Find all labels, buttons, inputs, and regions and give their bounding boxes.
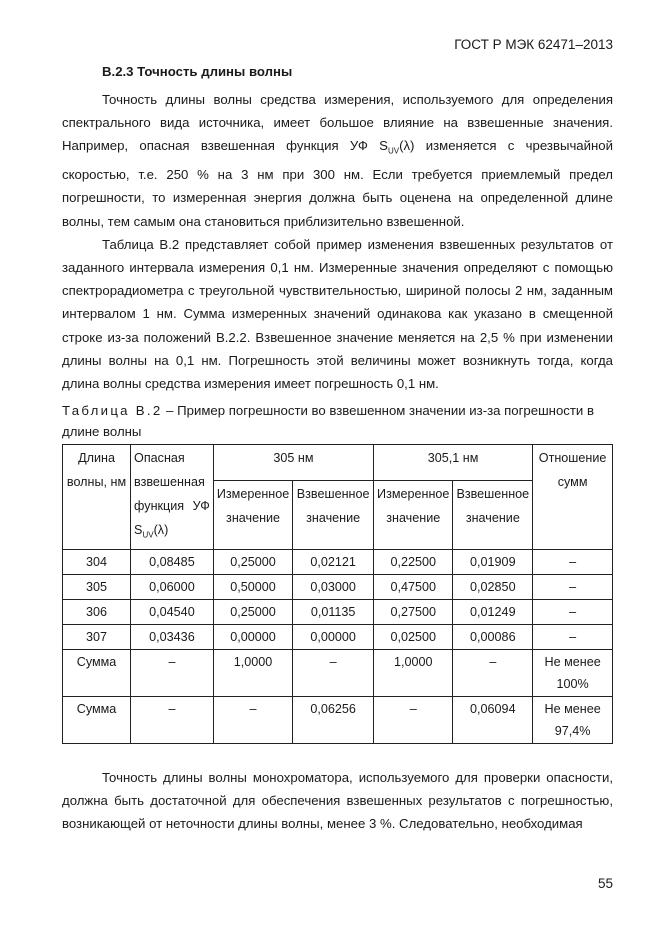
- header-measured-305-1: Измеренное значение: [374, 481, 453, 549]
- table-row: [63, 649, 613, 696]
- table-cell: 0,50000: [213, 574, 292, 599]
- table-cell: 0,00000: [293, 624, 374, 649]
- page-number: 55: [597, 876, 613, 891]
- table-cell: 0,02850: [453, 574, 533, 599]
- table-cell: 304: [63, 549, 131, 574]
- table-cell: Не менее 97,4%: [533, 696, 613, 743]
- table-cell: 307: [63, 624, 131, 649]
- page-content: [62, 62, 613, 835]
- table-cell: –: [213, 696, 292, 743]
- table-cell: 1,0000: [213, 649, 292, 696]
- table-cell: Не менее 100%: [533, 649, 613, 696]
- header-measured-305: Измеренное значение: [213, 481, 292, 549]
- table-cell: 0,03000: [293, 574, 374, 599]
- table-cell: 0,00086: [453, 624, 533, 649]
- data-table: [62, 444, 613, 744]
- table-cell: –: [131, 696, 214, 743]
- table-cell: 0,06256: [293, 696, 374, 743]
- header-group-305: 305 нм: [213, 445, 373, 481]
- paragraph-3: Точность длины волны монохроматора, используемого для проверки опасности, должна быть достаточной для обеспечения взвешенных результатов с погрешностью, возникающей от неточности длины волны, менее 3 %. Следовательно, необходимая: [62, 769, 613, 832]
- table-header-row: [63, 445, 613, 481]
- header-group-305-1: 305,1 нм: [374, 445, 533, 481]
- table-cell: 0,25000: [213, 599, 292, 624]
- paragraph-2: Таблица В.2 представляет собой пример изменения взвешенных результатов от заданного интервала измерения 0,1 нм. Измеренные значения определяют с помощью спектрорадиометра с треугольной чувствительностью, шириной полосы 2 нм, заданным интервалом 1 нм. Сумма измеренных значений одинакова как указано в смещенной строке из-за положений В.2.2. Взвешенное значение меняется на 2,5 % при изменении длины волны на 0,1 нм. Погрешность этой величины может возникнуть тогда, когда длина волны средства измерения имеет погрешность 0,1 нм.: [62, 236, 613, 392]
- table-cell: Сумма: [63, 649, 131, 696]
- table-cell: 305: [63, 574, 131, 599]
- table-cell: 0,22500: [374, 549, 453, 574]
- table-cell: –: [533, 549, 613, 574]
- table-cell: 0,02500: [374, 624, 453, 649]
- header-weighted-305: Взвешенное значение: [293, 481, 374, 549]
- table-row: [63, 624, 613, 649]
- table-cell: 0,25000: [213, 549, 292, 574]
- table-cell: 0,03436: [131, 624, 214, 649]
- table-caption-text: Пример погрешности во взвешенном значении из-за погрешности в длине волны: [62, 403, 594, 439]
- header-hazard-function: Опасная взвешенная функция УФ $S_{UV}(\lambda)$: [131, 445, 214, 550]
- table-cell: –: [533, 599, 613, 624]
- table-cell: 0,06094: [453, 696, 533, 743]
- table-cell: –: [533, 624, 613, 649]
- header-weighted-305-1: Взвешенное значение: [453, 481, 533, 549]
- table-cell: 0,04540: [131, 599, 214, 624]
- table-cell: 0,00000: [213, 624, 292, 649]
- table-cell: –: [293, 649, 374, 696]
- table-cell: 0,01135: [293, 599, 374, 624]
- table-cell: 0,01249: [453, 599, 533, 624]
- table-caption-dash: –: [166, 403, 178, 419]
- table-cell: –: [453, 649, 533, 696]
- table-cell: 1,0000: [374, 649, 453, 696]
- table-cell: –: [131, 649, 214, 696]
- table-cell: Сумма: [63, 696, 131, 743]
- table-cell: 0,06000: [131, 574, 214, 599]
- table-caption: [62, 401, 613, 442]
- table-cell: 0,47500: [374, 574, 453, 599]
- document-header: ГОСТ Р МЭК 62471–2013: [454, 37, 613, 52]
- table-row: [63, 696, 613, 743]
- table-cell: –: [533, 574, 613, 599]
- paragraph-1: Точность длины волны средства измерения, используемого для определения спектрального вида источника, имеет большое влияние на взвешенные значения. Например, опасная взвешенная функция УФ $S_{UV}(\lambda)$ изменяется с чрезвычайной скоростью, т.е. 250 % на 3 нм при 300 нм. Если требуется приемлемый предел погрешности, то измеренная энергия должна быть оценена на определенной длине волны, тем самым она становиться приблизительно взвешенной.: [62, 92, 613, 229]
- table-cell: 306: [63, 599, 131, 624]
- table-cell: 0,08485: [131, 549, 214, 574]
- table-caption-label: Таблица В.2: [62, 403, 163, 419]
- header-wavelength: Длина волны, нм: [63, 445, 131, 550]
- table-row: [63, 549, 613, 574]
- table-row: [63, 574, 613, 599]
- table-cell: –: [374, 696, 453, 743]
- table-cell: 0,02121: [293, 549, 374, 574]
- table-cell: 0,27500: [374, 599, 453, 624]
- table-cell: 0,01909: [453, 549, 533, 574]
- section-title: В.2.3 Точность длины волны: [102, 64, 293, 79]
- header-ratio: Отношение сумм: [533, 445, 613, 550]
- table-row: [63, 599, 613, 624]
